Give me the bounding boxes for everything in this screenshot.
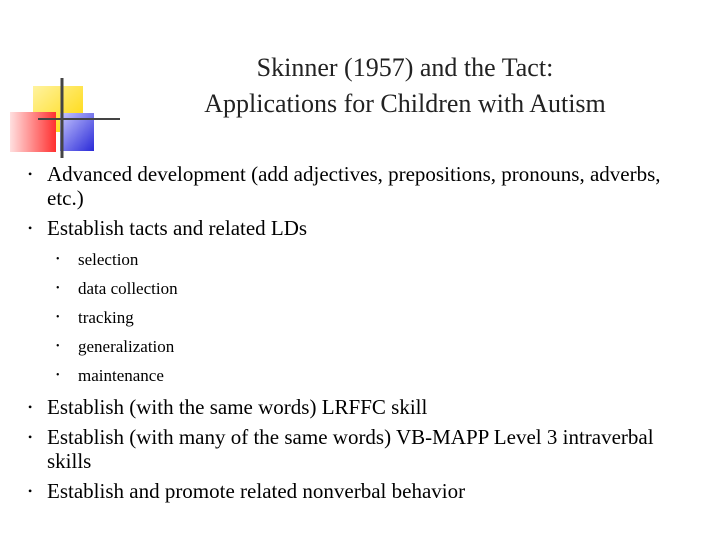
bullet-item [0, 216, 687, 240]
sub-bullet-item [0, 366, 720, 386]
sub-bullet-text: maintenance [78, 366, 164, 385]
bullet-text: Establish tacts and related LDs [47, 216, 308, 240]
bullet-icon: • [28, 167, 33, 181]
sub-bullet-item [0, 279, 720, 299]
bullet-icon: • [28, 221, 33, 235]
sub-bullet-text: data collection [78, 279, 178, 298]
sub-bullet-list [0, 250, 720, 386]
bullet-icon: • [56, 370, 60, 381]
bullet-icon: • [28, 484, 33, 498]
slide-body [0, 162, 720, 509]
slide-title [100, 50, 710, 122]
title-line-1: Skinner (1957) and the Tact: [256, 53, 554, 82]
bullet-item [0, 479, 687, 503]
bullet-icon: • [28, 430, 33, 444]
bullet-icon: • [56, 312, 60, 323]
bullet-icon: • [56, 341, 60, 352]
bullet-item [0, 162, 687, 210]
sub-bullet-text: tracking [78, 308, 134, 327]
sub-bullet-text: generalization [78, 337, 175, 356]
bullet-text: Establish (with the same words) LRFFC skill [47, 395, 428, 419]
bullet-text: Establish (with many of the same words) VB-MAPP Level 3 intraverbal skills [47, 425, 654, 473]
sub-bullet-item [0, 308, 720, 328]
sub-bullet-item [0, 337, 720, 357]
bullet-icon: • [56, 254, 60, 265]
bullet-icon: • [28, 400, 33, 414]
bullet-text: Advanced development (add adjectives, prepositions, pronouns, adverbs, etc.) [47, 162, 661, 210]
title-line-2: Applications for Children with Autism [204, 89, 606, 118]
sub-bullet-item [0, 250, 720, 270]
bullet-icon: • [56, 283, 60, 294]
sub-bullet-text: selection [78, 250, 139, 269]
bullet-text: Establish and promote related nonverbal behavior [47, 479, 466, 503]
bullet-item [0, 425, 687, 473]
bullet-item [0, 395, 687, 419]
